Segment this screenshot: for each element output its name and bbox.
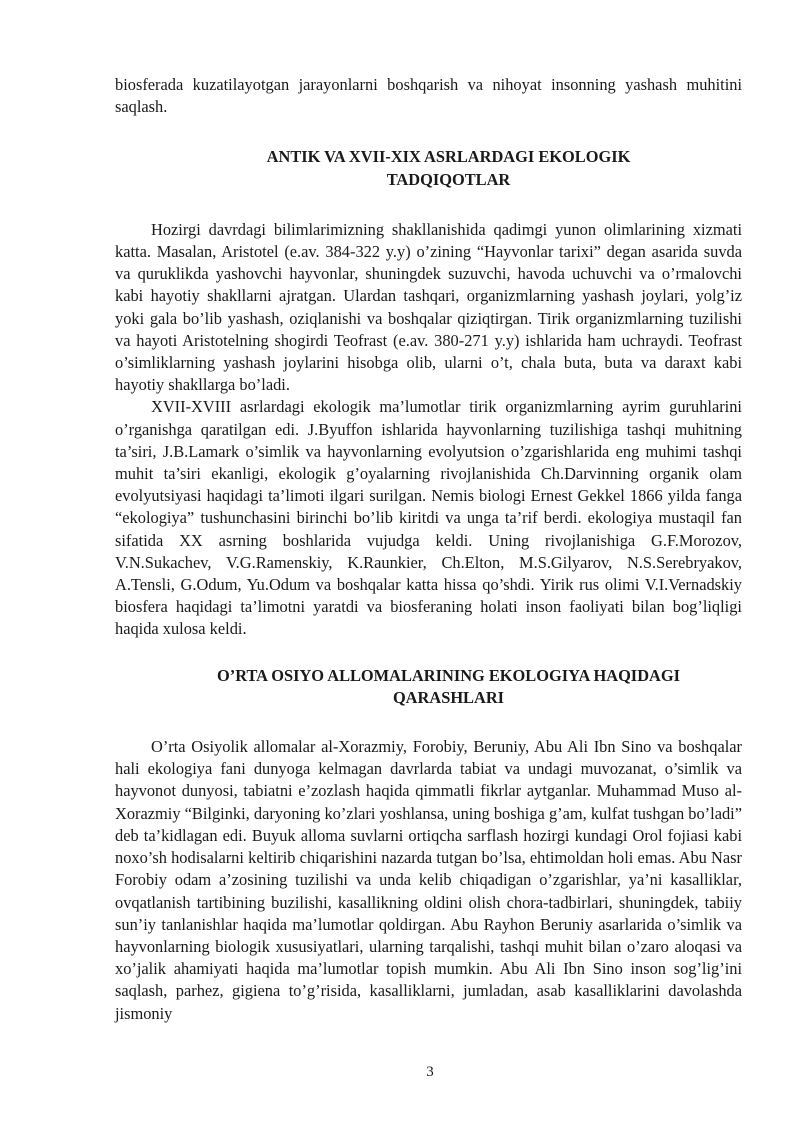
heading-line: O’RTA OSIYO ALLOMALARINING EKOLOGIYA HAQIDAGI xyxy=(217,665,680,685)
heading-line: ANTIK VA XVII-XIX ASRLARDAGI EKOLOGIK xyxy=(266,147,631,167)
paragraph-xvii-xviii: XVII-XVIII asrlardagi ekologik ma’lumotlar tirik organizmlarning ayrim guruhlarini o’rganishga qaratilgan edi. J.Byuffon ishlarida hayvonlarning tuzilishiga tashqi muhitning ta’siri, J.B.Lamark o’simlik va hayvonlarning evolyutsion o’zgarishlarida eng muhimi tashqi muhit ta’siri ekanligi, ekologik g’oyalarning rivojlanishida Ch.Darvinning organik olam evolyutsiyasi haqidagi ta’limoti ilgari surilgan. Nemis biologi Ernest Gekkel 1866 yilda fanga “ekologiya” tushunchasini birinchi bo’lib kiritdi va unga ta’rif berdi. ekologiya mustaqil fan sifatida XX asrning boshlarida vujudga keldi. Uning rivojlanishiga G.F.Morozov, V.N.Sukachev, V.G.Ramenskiy, K.Raunkier, Ch.Elton, M.S.Gilyarov, N.S.Serebryakov, A.Tensli, G.Odum, Yu.Odum va boshqalar katta hissa qo’shdi. Yirik rus olimi V.I.Vernadskiy biosfera haqidagi ta’limotni yaratdi va biosferaning holati inson faoliyati bilan bog’liqligi haqida xulosa keldi. xyxy=(115,397,742,639)
intro-paragraph: biosferada kuzatilayotgan jarayonlarni boshqarish va nihoyat insonning yashash muhitini saqlash. xyxy=(115,75,742,117)
section-heading-antik xyxy=(115,146,742,190)
heading-line: TADQIQOTLAR xyxy=(386,169,511,189)
document-page xyxy=(115,74,742,1025)
heading-line: QARASHLARI xyxy=(392,687,505,707)
page-number: 3 xyxy=(426,1064,434,1080)
paragraph-allomalar: O’rta Osiyolik allomalar al-Xorazmiy, Forobiy, Beruniy, Abu Ali Ibn Sino va boshqalar hali ekologiya fani dunyoga kelmagan davrlarda tabiat va undagi muvozanat, o’simlik va hayvonot dunyosi, tabiatni e’zozlash haqida qimmatli fikrlar aytganlar. Muhammad Muso al-Xorazmiy “Bilginki, daryoning ko’zlari yoshlansa, uning boshiga g’am, kulfat tushgan bo’ladi” deb ta’kidlagan edi. Buyuk alloma suvlarni ortiqcha sarflash hozirgi kundagi Orol fojiasi kabi noxo’sh hodisalarni keltirib chiqarishini nazarda tutgan bo’lsa, ehtimoldan holi emas. Abu Nasr Forobiy odam a’zosining tuzilishi va unda kelib chiqadigan o’zgarishlar, ya’ni kasalliklar, ovqatlanish tartibining buzilishi, kasallikning oldini olish chora-tadbirlari, shuningdek, tabiiy sun’iy tanlanishlar haqida ma’lumotlar qoldirgan. Abu Rayhon Beruniy asarlarida o’simlik va hayvonlarning biologik xususiyatlari, ularning tarqalishi, tashqi muhit bilan o’zaro aloqasi va xo’jalik ahamiyati haqida ma’lumotlar topish mumkin. Abu Ali Ibn Sino inson sog’lig’ini saqlash, parhez, gigiena to’g’risida, kasalliklarni, jumladan, asab kasalliklarini davolashda jismoniy xyxy=(115,737,742,1023)
section-heading-orta-osiyo xyxy=(115,665,742,709)
paragraph-aristotel: Hozirgi davrdagi bilimlarimizning shakllanishida qadimgi yunon olimlarining xizmati katta. Masalan, Aristotel (e.av. 384-322 y.y) o’zining “Hayvonlar tarixi” degan asarida suvda va quruklikda yashovchi hayvonlar, shuningdek suzuvchi, havoda uchuvchi va o’rmalovchi kabi hayotiy shakllarni ajratgan. Ulardan tashqari, organizmlarning yashash joylari, yolg’iz yoki gala bo’lib yashash, oziqlanishi va boshqalar qiziqtirgan. Tirik organizmlarning tuzilishi va hayoti Aristotelning shogirdi Teofrast (e.av. 380-271 y.y) ishlarida ham uchraydi. Teofrast o’simliklarning yashash joylarini hisobga olib, ularni o’t, chala buta, buta va daraxt kabi hayotiy shakllarga bo’ladi. xyxy=(115,219,742,395)
